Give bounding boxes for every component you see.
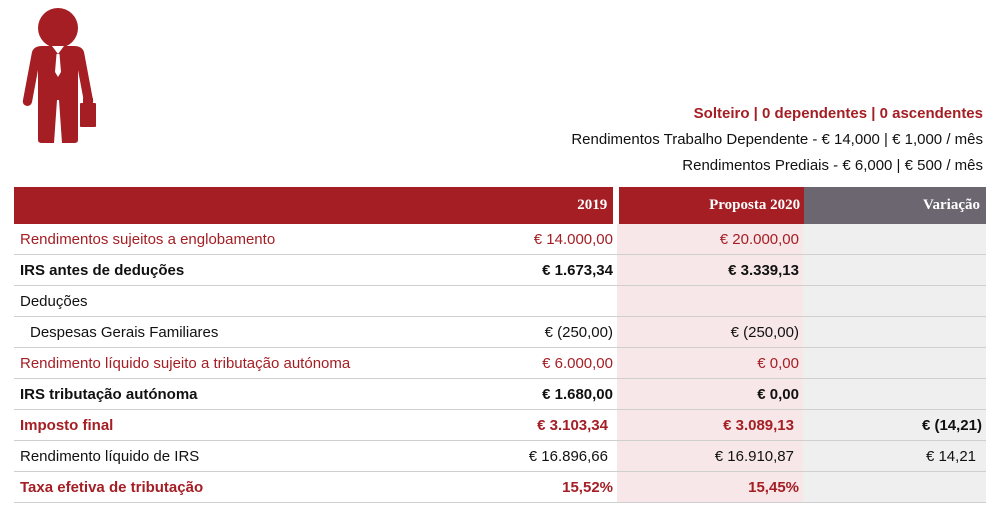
table-row — [14, 410, 986, 441]
header-proposal-2020: Proposta 2020 — [619, 187, 804, 224]
value-variation — [803, 286, 986, 316]
value-2019 — [444, 286, 617, 316]
value-variation: € 14,21 — [803, 441, 986, 471]
value-variation: € (14,21) — [803, 410, 986, 440]
table-row — [14, 441, 986, 472]
value-2019: € 1.673,34 — [542, 261, 613, 279]
value-variation — [803, 224, 986, 254]
rental-income-info: Rendimentos Prediais - € 6,000 | € 500 / mês — [682, 157, 983, 174]
value-2019: € 3.103,34 — [537, 416, 608, 434]
value-variation — [803, 255, 986, 285]
value-2019: € 1.680,00 — [542, 385, 613, 403]
value-2019: € (250,00) — [544, 323, 613, 341]
value-2020: € 3.089,13 — [617, 410, 803, 440]
row-label: IRS tributação autónoma — [20, 385, 198, 403]
value-2019: 15,52% — [562, 478, 613, 496]
row-label: IRS antes de deduções — [20, 261, 185, 279]
table-row — [14, 379, 986, 410]
value-variation — [803, 348, 986, 378]
row-label: Rendimento líquido de IRS — [20, 447, 200, 465]
value-2019: € 14.000,00 — [533, 230, 613, 248]
value-2020: € 16.910,87 — [617, 441, 803, 471]
table-row — [14, 348, 986, 379]
value-variation — [803, 317, 986, 347]
row-label: Rendimentos sujeitos a englobamento — [20, 230, 276, 248]
table-row — [14, 255, 986, 286]
value-2020: € (250,00) — [617, 317, 803, 347]
table-row — [14, 286, 986, 317]
value-variation — [803, 472, 986, 502]
row-label: Taxa efetiva de tributação — [20, 478, 204, 496]
row-label: Despesas Gerais Familiares — [30, 323, 219, 341]
value-2020: € 0,00 — [617, 379, 803, 409]
value-2019: € 16.896,66 — [528, 447, 608, 465]
employment-income-info: Rendimentos Trabalho Dependente - € 14,000 | € 1,000 / mês — [571, 131, 983, 148]
table-row — [14, 317, 986, 348]
table-header — [14, 187, 986, 224]
table-row — [14, 472, 986, 503]
value-variation — [803, 379, 986, 409]
profile-summary: Solteiro | 0 dependentes | 0 ascendentes — [693, 105, 983, 122]
businessman-icon — [18, 8, 98, 143]
value-2019: € 6.000,00 — [542, 354, 613, 372]
irs-comparison-table — [14, 187, 986, 503]
value-2020: 15,45% — [617, 472, 803, 502]
value-2020: € 0,00 — [617, 348, 803, 378]
value-2020 — [617, 286, 803, 316]
header-variation: Variação — [804, 187, 986, 224]
value-2020: € 20.000,00 — [617, 224, 803, 254]
value-2020: € 3.339,13 — [617, 255, 803, 285]
row-label: Deduções — [20, 292, 88, 310]
row-label: Imposto final — [20, 416, 114, 434]
row-label: Rendimento líquido sujeito a tributação autónoma — [20, 354, 351, 372]
header-year-2019: 2019 — [14, 187, 613, 224]
table-row — [14, 224, 986, 255]
